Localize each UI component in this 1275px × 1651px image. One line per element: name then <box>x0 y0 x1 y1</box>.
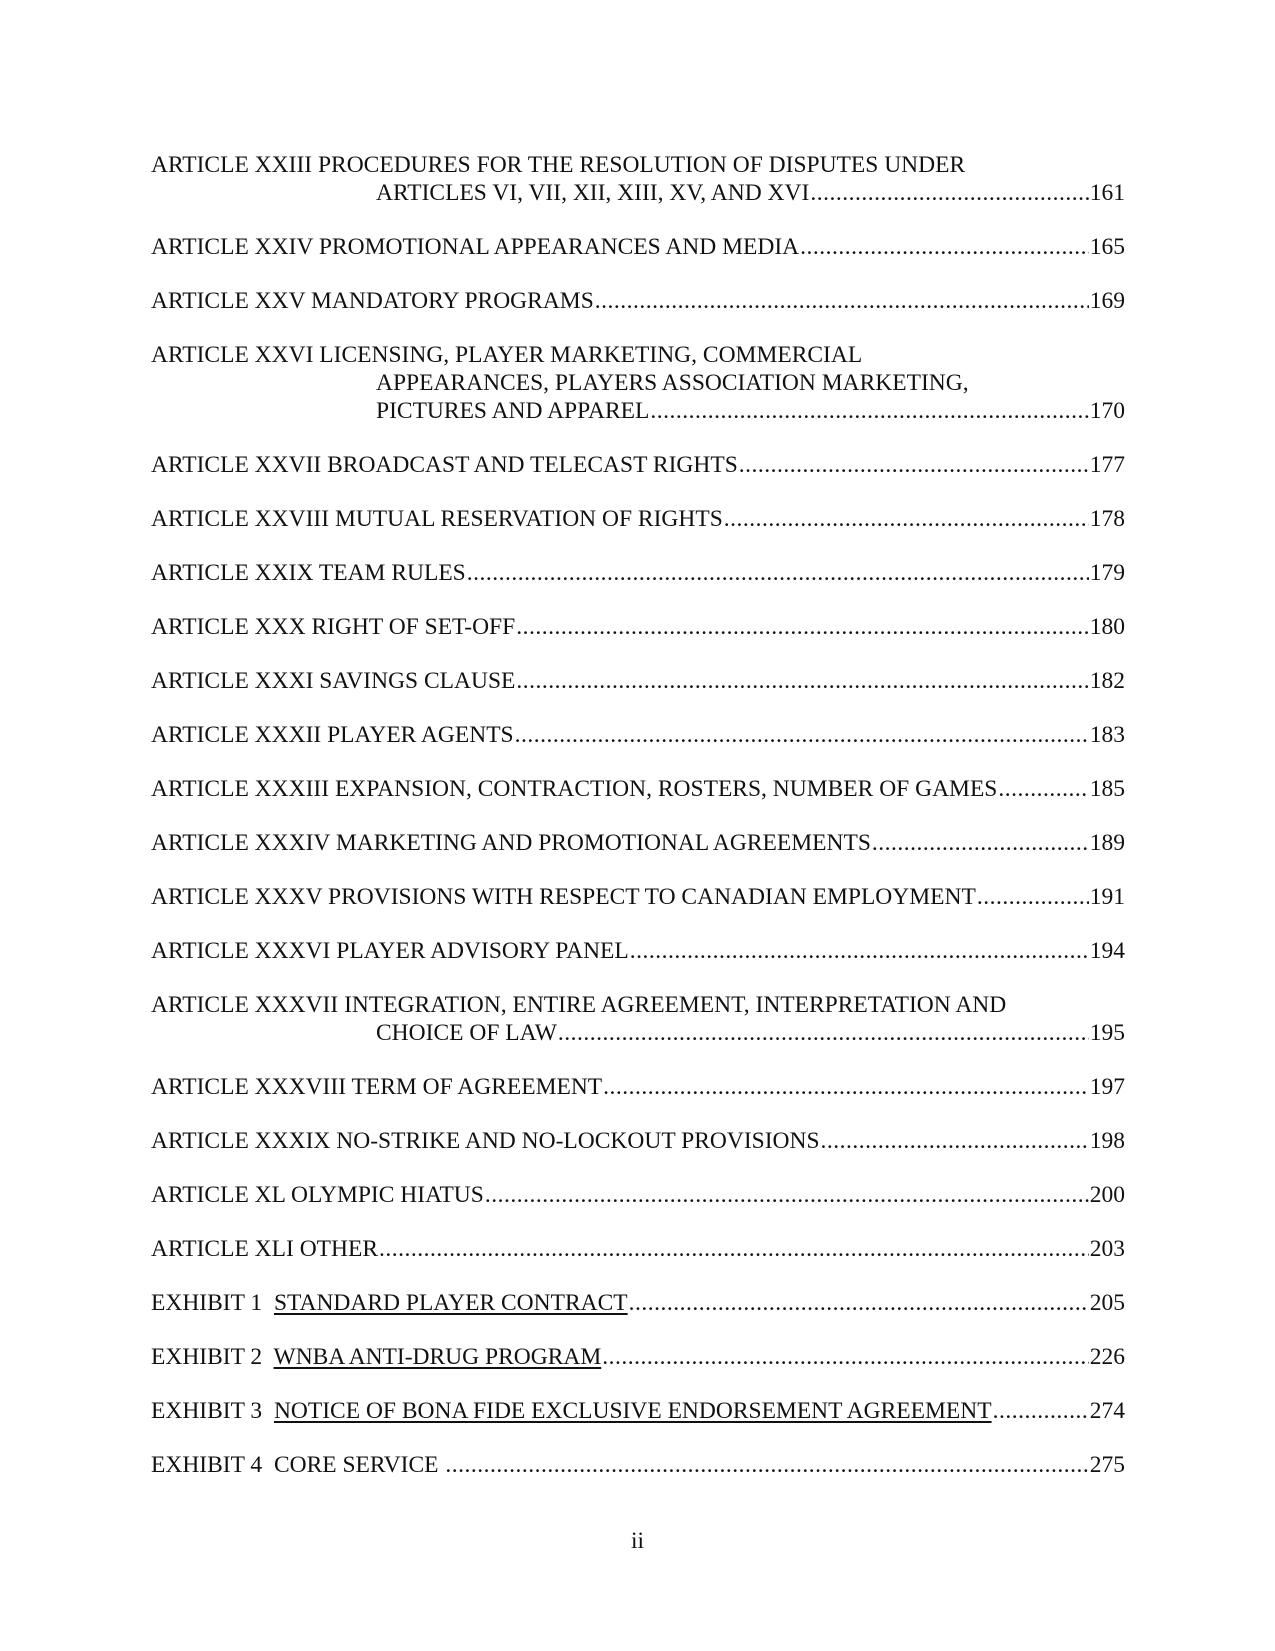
toc-entry-last-line <box>151 1235 1125 1263</box>
toc-entry[interactable] <box>151 883 1125 911</box>
table-of-contents <box>151 151 1125 1505</box>
toc-page-number: 165 <box>1089 234 1125 260</box>
dot-leader <box>821 1127 1089 1155</box>
toc-entry-last-line <box>151 1073 1125 1101</box>
toc-page-number: 178 <box>1089 506 1125 532</box>
toc-page-number: 226 <box>1089 1344 1125 1370</box>
toc-entry[interactable] <box>151 451 1125 479</box>
toc-exhibit-text <box>151 1397 992 1425</box>
exhibit-title: CORE SERVICE <box>273 1452 445 1478</box>
dot-leader <box>998 775 1088 803</box>
toc-exhibit[interactable] <box>151 1451 1125 1479</box>
toc-entry[interactable] <box>151 829 1125 857</box>
dot-leader <box>629 1289 1089 1317</box>
exhibit-label: EXHIBIT 2 <box>151 1344 274 1370</box>
toc-page-number: 198 <box>1089 1128 1125 1154</box>
dot-leader <box>485 1181 1089 1209</box>
exhibit-label: EXHIBIT 3 <box>151 1398 274 1424</box>
toc-entry-last-line <box>151 721 1125 749</box>
toc-page-number: 200 <box>1089 1182 1125 1208</box>
toc-entry-title-line: ARTICLE XXVIII MUTUAL RESERVATION OF RIGHTS <box>151 506 723 532</box>
dot-leader <box>650 397 1088 425</box>
toc-page-number: 177 <box>1089 452 1125 478</box>
dot-leader <box>800 233 1089 261</box>
toc-page-number: 274 <box>1089 1398 1125 1424</box>
toc-entry-last-line <box>151 1181 1125 1209</box>
toc-page-number: 169 <box>1089 288 1125 314</box>
toc-entry[interactable] <box>151 937 1125 965</box>
toc-entry-last-line <box>151 397 1125 425</box>
toc-exhibit-text <box>151 1343 601 1371</box>
toc-entry[interactable] <box>151 1127 1125 1155</box>
toc-entry-title-line: ARTICLE XXIX TEAM RULES <box>151 560 466 586</box>
toc-entry-last-line <box>151 883 1125 911</box>
toc-page-number: 179 <box>1089 560 1125 586</box>
dot-leader <box>993 1397 1089 1425</box>
toc-page-number: 195 <box>1089 1020 1125 1046</box>
toc-entry[interactable] <box>151 613 1125 641</box>
toc-exhibit-text <box>151 1451 444 1479</box>
toc-entry-title-line: PICTURES AND APPAREL <box>376 398 650 424</box>
dot-leader <box>630 937 1089 965</box>
toc-entry-title-line: ARTICLE XXV MANDATORY PROGRAMS <box>151 288 594 314</box>
toc-entry-title-line: APPEARANCES, PLAYERS ASSOCIATION MARKETING, <box>376 370 969 396</box>
toc-page-number: 182 <box>1089 668 1125 694</box>
toc-entry-title-line: ARTICLE XXIV PROMOTIONAL APPEARANCES AND MEDIA <box>151 234 800 260</box>
toc-exhibit-line <box>151 1397 1125 1425</box>
exhibit-label: EXHIBIT 4 <box>151 1452 274 1478</box>
toc-entry-title-line: ARTICLE XXXVII INTEGRATION, ENTIRE AGREEMENT, INTERPRETATION AND <box>151 992 1007 1018</box>
toc-entry-title-line: ARTICLE XXX RIGHT OF SET-OFF <box>151 614 516 640</box>
toc-entry[interactable] <box>151 721 1125 749</box>
toc-entry[interactable] <box>151 775 1125 803</box>
toc-entry[interactable] <box>151 1181 1125 1209</box>
dot-leader <box>558 1019 1089 1047</box>
toc-entry[interactable] <box>151 1073 1125 1101</box>
toc-page-number: 197 <box>1089 1074 1125 1100</box>
dot-leader <box>595 287 1089 315</box>
toc-exhibit-line <box>151 1451 1125 1479</box>
toc-entry-title-line: ARTICLE XXXV PROVISIONS WITH RESPECT TO CANADIAN EMPLOYMENT <box>151 884 976 910</box>
toc-entry[interactable] <box>151 559 1125 587</box>
toc-entry-title-line: ARTICLE XLI OTHER <box>151 1236 379 1262</box>
toc-entry[interactable] <box>151 505 1125 533</box>
toc-entry[interactable] <box>151 667 1125 695</box>
toc-page-number: 205 <box>1089 1290 1125 1316</box>
dot-leader <box>515 721 1089 749</box>
exhibit-label: EXHIBIT 1 <box>151 1290 274 1316</box>
toc-entry-last-line <box>151 667 1125 695</box>
toc-exhibit-text <box>151 1289 628 1317</box>
toc-page-number: 194 <box>1089 938 1125 964</box>
toc-entry-title-line: ARTICLE XXXII PLAYER AGENTS <box>151 722 514 748</box>
toc-entry-title-line: ARTICLES VI, VII, XII, XIII, XV, AND XVI <box>376 180 810 206</box>
dot-leader <box>467 559 1089 587</box>
exhibit-title: NOTICE OF BONA FIDE EXCLUSIVE ENDORSEMENT AGREEMENT <box>273 1398 992 1424</box>
toc-entry-last-line <box>151 775 1125 803</box>
toc-entry-last-line <box>151 829 1125 857</box>
toc-entry-title-line: ARTICLE XXXVI PLAYER ADVISORY PANEL <box>151 938 629 964</box>
toc-entry-title-line: ARTICLE XL OLYMPIC HIATUS <box>151 1182 484 1208</box>
toc-entry[interactable] <box>151 1235 1125 1263</box>
dot-leader <box>603 1073 1089 1101</box>
toc-entry-title-line: ARTICLE XXXIX NO-STRIKE AND NO-LOCKOUT PROVISIONS <box>151 1128 820 1154</box>
toc-exhibit-line <box>151 1289 1125 1317</box>
toc-exhibit[interactable] <box>151 1343 1125 1371</box>
dot-leader <box>379 1235 1089 1263</box>
page-number: ii <box>630 1528 645 1554</box>
toc-page-number: 191 <box>1089 884 1125 910</box>
dot-leader <box>810 179 1088 207</box>
dot-leader <box>739 451 1089 479</box>
toc-page-number: 275 <box>1089 1452 1125 1478</box>
exhibit-title: WNBA ANTI-DRUG PROGRAM <box>273 1344 602 1370</box>
toc-entry[interactable] <box>151 341 1125 425</box>
dot-leader <box>724 505 1089 533</box>
toc-entry-last-line <box>151 613 1125 641</box>
toc-entry-last-line <box>151 451 1125 479</box>
toc-entry[interactable] <box>151 233 1125 261</box>
toc-page-number: 170 <box>1089 398 1125 424</box>
toc-page-number: 183 <box>1089 722 1125 748</box>
toc-entry-title-line: ARTICLE XXXIII EXPANSION, CONTRACTION, ROSTERS, NUMBER OF GAMES <box>151 776 998 802</box>
toc-entry-title-line: CHOICE OF LAW <box>376 1020 557 1046</box>
toc-entry-last-line <box>151 233 1125 261</box>
toc-page-number: 185 <box>1089 776 1125 802</box>
toc-entry-last-line <box>151 559 1125 587</box>
dot-leader <box>977 883 1089 911</box>
dot-leader <box>516 613 1089 641</box>
toc-entry-last-line <box>151 179 1125 207</box>
toc-page-number: 203 <box>1089 1236 1125 1262</box>
toc-entry[interactable] <box>151 287 1125 315</box>
toc-entry-last-line <box>151 937 1125 965</box>
toc-page-number: 189 <box>1089 830 1125 856</box>
toc-entry-title-line: ARTICLE XXIII PROCEDURES FOR THE RESOLUTION OF DISPUTES UNDER <box>151 152 966 178</box>
toc-entry-last-line <box>151 1019 1125 1047</box>
toc-exhibit[interactable] <box>151 1289 1125 1317</box>
toc-entry-title-line: ARTICLE XXVII BROADCAST AND TELECAST RIGHTS <box>151 452 738 478</box>
toc-entry-title-line: ARTICLE XXXVIII TERM OF AGREEMENT <box>151 1074 603 1100</box>
toc-entry-title-line: ARTICLE XXVI LICENSING, PLAYER MARKETING, COMMERCIAL <box>151 342 863 368</box>
toc-page-number: 180 <box>1089 614 1125 640</box>
toc-entry[interactable] <box>151 151 1125 207</box>
exhibit-title: STANDARD PLAYER CONTRACT <box>273 1290 628 1316</box>
toc-exhibit[interactable] <box>151 1397 1125 1425</box>
toc-entry-last-line <box>151 287 1125 315</box>
dot-leader <box>872 829 1089 857</box>
toc-entry-title-line: ARTICLE XXXI SAVINGS CLAUSE <box>151 668 516 694</box>
dot-leader <box>602 1343 1089 1371</box>
toc-page-number: 161 <box>1089 180 1125 206</box>
toc-entry-title-line: ARTICLE XXXIV MARKETING AND PROMOTIONAL AGREEMENTS <box>151 830 871 856</box>
dot-leader <box>516 667 1088 695</box>
toc-entry[interactable] <box>151 991 1125 1047</box>
toc-exhibit-line <box>151 1343 1125 1371</box>
toc-entry-last-line <box>151 1127 1125 1155</box>
dot-leader <box>445 1451 1088 1479</box>
toc-entry-last-line <box>151 505 1125 533</box>
